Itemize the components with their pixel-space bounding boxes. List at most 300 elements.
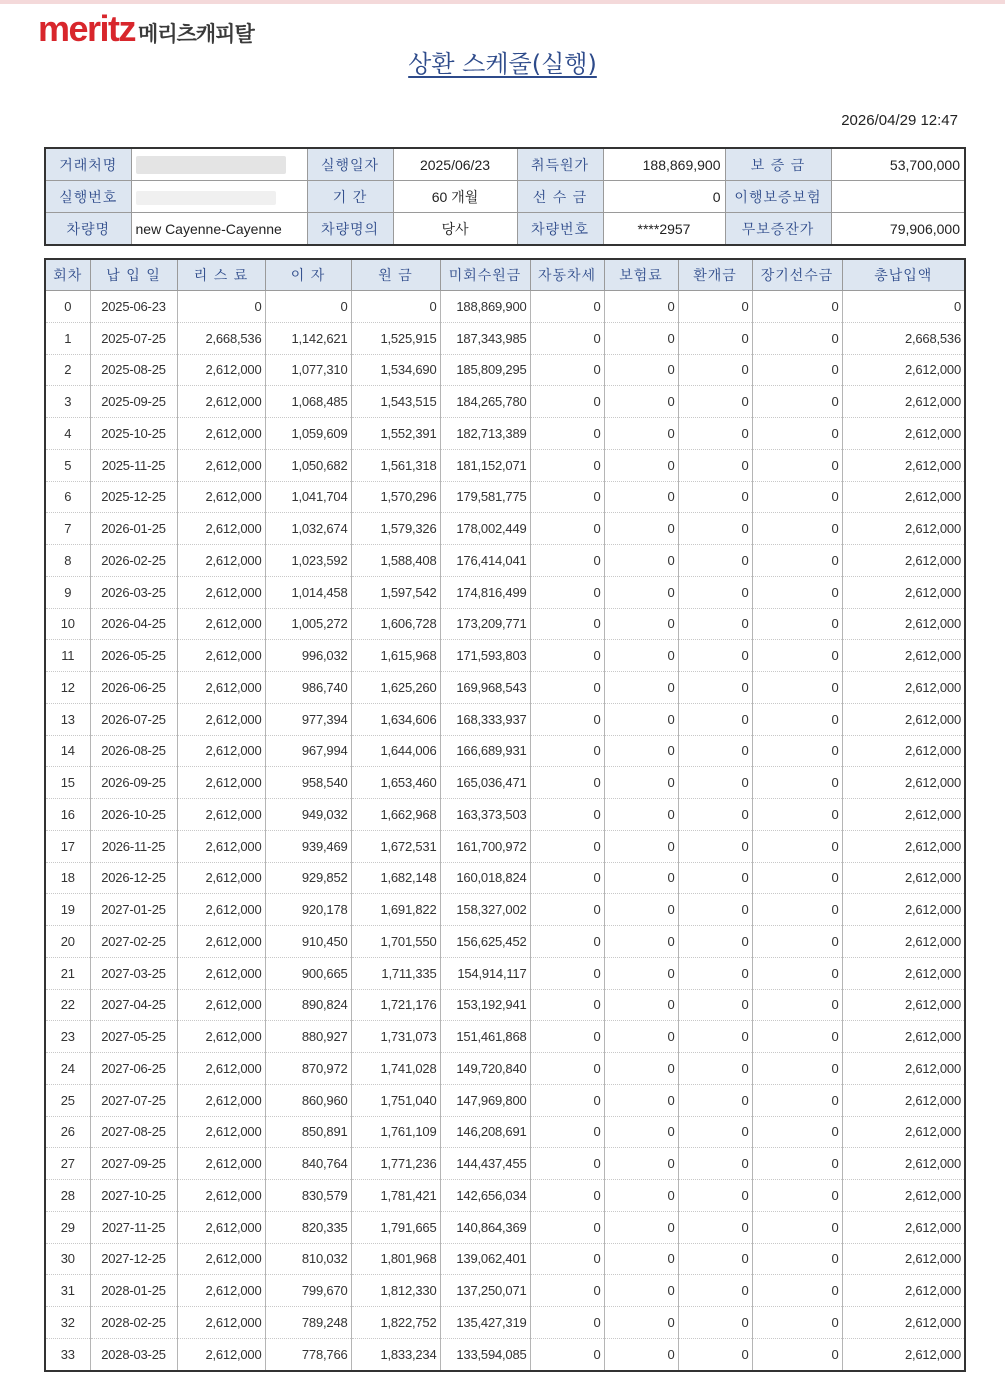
cell-refund: 0 xyxy=(678,608,752,640)
cell-pay-date: 2026-05-25 xyxy=(90,640,177,672)
cell-total-paid: 2,612,000 xyxy=(842,1116,965,1148)
schedule-row xyxy=(45,513,965,545)
cell-interest: 996,032 xyxy=(265,640,351,672)
cell-round: 5 xyxy=(45,449,90,481)
cell-car-tax: 0 xyxy=(530,1211,604,1243)
cell-insurance: 0 xyxy=(604,322,678,354)
cell-round: 30 xyxy=(45,1243,90,1275)
cell-principal: 1,634,606 xyxy=(351,703,440,735)
cell-total-paid: 2,612,000 xyxy=(842,1275,965,1307)
cell-refund: 0 xyxy=(678,449,752,481)
cell-pay-date: 2027-08-25 xyxy=(90,1116,177,1148)
cell-refund: 0 xyxy=(678,989,752,1021)
cell-interest: 830,579 xyxy=(265,1180,351,1212)
cell-lease-fee: 2,612,000 xyxy=(177,799,265,831)
schedule-row xyxy=(45,576,965,608)
cell-interest: 778,766 xyxy=(265,1338,351,1370)
cell-car-tax: 0 xyxy=(530,322,604,354)
cell-car-tax: 0 xyxy=(530,1243,604,1275)
cell-insurance: 0 xyxy=(604,354,678,386)
schedule-row xyxy=(45,989,965,1021)
cell-round: 17 xyxy=(45,830,90,862)
cell-refund: 0 xyxy=(678,1307,752,1339)
cell-insurance: 0 xyxy=(604,1053,678,1085)
cell-round: 15 xyxy=(45,767,90,799)
cell-refund: 0 xyxy=(678,1084,752,1116)
cell-long-advance: 0 xyxy=(752,799,842,831)
cell-lease-fee: 2,612,000 xyxy=(177,672,265,704)
cell-long-advance: 0 xyxy=(752,481,842,513)
schedule-body xyxy=(45,291,965,1371)
cell-insurance: 0 xyxy=(604,640,678,672)
cell-principal: 1,761,109 xyxy=(351,1116,440,1148)
cell-car-tax: 0 xyxy=(530,830,604,862)
cell-insurance: 0 xyxy=(604,418,678,450)
cell-principal: 1,597,542 xyxy=(351,576,440,608)
cell-long-advance: 0 xyxy=(752,1180,842,1212)
cell-refund: 0 xyxy=(678,1180,752,1212)
cell-lease-fee: 2,612,000 xyxy=(177,513,265,545)
cell-insurance: 0 xyxy=(604,1021,678,1053)
cell-total-paid: 2,612,000 xyxy=(842,1053,965,1085)
cell-outstanding: 181,152,071 xyxy=(440,449,530,481)
cell-principal: 1,543,515 xyxy=(351,386,440,418)
cell-car-tax: 0 xyxy=(530,386,604,418)
cell-insurance: 0 xyxy=(604,386,678,418)
cell-round: 0 xyxy=(45,291,90,323)
cell-pay-date: 2027-04-25 xyxy=(90,989,177,1021)
cell-lease-fee: 2,612,000 xyxy=(177,1211,265,1243)
cell-total-paid: 2,612,000 xyxy=(842,703,965,735)
cell-pay-date: 2027-11-25 xyxy=(90,1211,177,1243)
schedule-row xyxy=(45,1084,965,1116)
car-owner-label: 차량명의 xyxy=(307,213,393,246)
schedule-row xyxy=(45,640,965,672)
cell-round: 22 xyxy=(45,989,90,1021)
cell-total-paid: 2,612,000 xyxy=(842,576,965,608)
cell-total-paid: 2,612,000 xyxy=(842,862,965,894)
cell-interest: 1,059,609 xyxy=(265,418,351,450)
cell-refund: 0 xyxy=(678,1021,752,1053)
exec-no-label: 실행번호 xyxy=(45,181,131,213)
cell-lease-fee: 2,612,000 xyxy=(177,1084,265,1116)
cell-long-advance: 0 xyxy=(752,894,842,926)
cell-lease-fee: 2,612,000 xyxy=(177,608,265,640)
cell-car-tax: 0 xyxy=(530,1148,604,1180)
guarantee-insurance-value xyxy=(831,181,965,213)
cell-refund: 0 xyxy=(678,1211,752,1243)
cell-principal: 1,781,421 xyxy=(351,1180,440,1212)
col-header-outstanding: 미회수원금 xyxy=(440,259,530,291)
cell-long-advance: 0 xyxy=(752,1021,842,1053)
cell-pay-date: 2028-01-25 xyxy=(90,1275,177,1307)
cell-interest: 1,041,704 xyxy=(265,481,351,513)
cell-round: 6 xyxy=(45,481,90,513)
cell-outstanding: 142,656,034 xyxy=(440,1180,530,1212)
cell-outstanding: 173,209,771 xyxy=(440,608,530,640)
schedule-row xyxy=(45,926,965,958)
cell-round: 7 xyxy=(45,513,90,545)
cell-round: 33 xyxy=(45,1338,90,1370)
cell-car-tax: 0 xyxy=(530,672,604,704)
residual-label: 무보증잔가 xyxy=(725,213,831,246)
cell-refund: 0 xyxy=(678,1275,752,1307)
cell-long-advance: 0 xyxy=(752,386,842,418)
cell-insurance: 0 xyxy=(604,513,678,545)
cell-long-advance: 0 xyxy=(752,1084,842,1116)
cell-lease-fee: 2,612,000 xyxy=(177,1021,265,1053)
cell-pay-date: 2028-03-25 xyxy=(90,1338,177,1370)
cell-long-advance: 0 xyxy=(752,354,842,386)
cell-total-paid: 2,612,000 xyxy=(842,1180,965,1212)
cell-round: 9 xyxy=(45,576,90,608)
cell-refund: 0 xyxy=(678,862,752,894)
cell-long-advance: 0 xyxy=(752,830,842,862)
cell-lease-fee: 2,612,000 xyxy=(177,989,265,1021)
cell-outstanding: 146,208,691 xyxy=(440,1116,530,1148)
cell-long-advance: 0 xyxy=(752,989,842,1021)
cell-round: 28 xyxy=(45,1180,90,1212)
cell-outstanding: 154,914,117 xyxy=(440,957,530,989)
info-row-1 xyxy=(45,148,965,181)
cell-principal: 1,721,176 xyxy=(351,989,440,1021)
cell-long-advance: 0 xyxy=(752,1148,842,1180)
cell-long-advance: 0 xyxy=(752,513,842,545)
client-label: 거래처명 xyxy=(45,148,131,181)
deposit-value: 53,700,000 xyxy=(831,148,965,181)
cell-pay-date: 2027-09-25 xyxy=(90,1148,177,1180)
schedule-row xyxy=(45,862,965,894)
cell-insurance: 0 xyxy=(604,957,678,989)
cell-principal: 1,812,330 xyxy=(351,1275,440,1307)
schedule-row xyxy=(45,1275,965,1307)
cell-car-tax: 0 xyxy=(530,291,604,323)
cell-insurance: 0 xyxy=(604,894,678,926)
cell-lease-fee: 2,612,000 xyxy=(177,640,265,672)
cell-outstanding: 147,969,800 xyxy=(440,1084,530,1116)
cell-car-tax: 0 xyxy=(530,799,604,831)
cell-interest: 967,994 xyxy=(265,735,351,767)
cell-lease-fee: 2,612,000 xyxy=(177,481,265,513)
cell-principal: 1,751,040 xyxy=(351,1084,440,1116)
info-row-3 xyxy=(45,213,965,246)
cell-car-tax: 0 xyxy=(530,1053,604,1085)
cell-pay-date: 2025-08-25 xyxy=(90,354,177,386)
cell-car-tax: 0 xyxy=(530,1021,604,1053)
col-header-principal: 원 금 xyxy=(351,259,440,291)
cell-refund: 0 xyxy=(678,672,752,704)
cell-outstanding: 179,581,775 xyxy=(440,481,530,513)
cell-interest: 977,394 xyxy=(265,703,351,735)
cell-round: 8 xyxy=(45,545,90,577)
cell-round: 13 xyxy=(45,703,90,735)
cell-principal: 1,534,690 xyxy=(351,354,440,386)
cell-lease-fee: 2,612,000 xyxy=(177,767,265,799)
schedule-row xyxy=(45,1338,965,1370)
schedule-row xyxy=(45,545,965,577)
cell-pay-date: 2026-12-25 xyxy=(90,862,177,894)
cell-interest: 799,670 xyxy=(265,1275,351,1307)
cell-outstanding: 153,192,941 xyxy=(440,989,530,1021)
cell-round: 31 xyxy=(45,1275,90,1307)
cell-insurance: 0 xyxy=(604,1180,678,1212)
cell-principal: 1,741,028 xyxy=(351,1053,440,1085)
cell-pay-date: 2026-10-25 xyxy=(90,799,177,831)
cell-outstanding: 149,720,840 xyxy=(440,1053,530,1085)
cell-refund: 0 xyxy=(678,481,752,513)
cell-car-tax: 0 xyxy=(530,608,604,640)
cell-interest: 920,178 xyxy=(265,894,351,926)
cell-car-tax: 0 xyxy=(530,1338,604,1370)
cell-lease-fee: 2,612,000 xyxy=(177,703,265,735)
cell-round: 14 xyxy=(45,735,90,767)
cell-insurance: 0 xyxy=(604,735,678,767)
cell-total-paid: 2,612,000 xyxy=(842,418,965,450)
schedule-row xyxy=(45,481,965,513)
cell-refund: 0 xyxy=(678,894,752,926)
cell-refund: 0 xyxy=(678,703,752,735)
cell-round: 2 xyxy=(45,354,90,386)
cell-car-tax: 0 xyxy=(530,767,604,799)
cell-round: 25 xyxy=(45,1084,90,1116)
cell-round: 4 xyxy=(45,418,90,450)
car-owner-value: 당사 xyxy=(393,213,517,246)
cell-refund: 0 xyxy=(678,513,752,545)
cell-total-paid: 2,612,000 xyxy=(842,830,965,862)
cell-total-paid: 2,612,000 xyxy=(842,735,965,767)
schedule-row xyxy=(45,1021,965,1053)
cell-total-paid: 2,612,000 xyxy=(842,894,965,926)
cell-lease-fee: 2,612,000 xyxy=(177,926,265,958)
cell-car-tax: 0 xyxy=(530,1084,604,1116)
cell-insurance: 0 xyxy=(604,862,678,894)
cell-pay-date: 2027-07-25 xyxy=(90,1084,177,1116)
cell-car-tax: 0 xyxy=(530,513,604,545)
cell-interest: 958,540 xyxy=(265,767,351,799)
cell-pay-date: 2027-06-25 xyxy=(90,1053,177,1085)
cell-total-paid: 2,612,000 xyxy=(842,672,965,704)
cell-total-paid: 2,612,000 xyxy=(842,767,965,799)
cell-round: 20 xyxy=(45,926,90,958)
cell-round: 24 xyxy=(45,1053,90,1085)
cell-insurance: 0 xyxy=(604,926,678,958)
cell-long-advance: 0 xyxy=(752,640,842,672)
cell-principal: 1,672,531 xyxy=(351,830,440,862)
cell-refund: 0 xyxy=(678,640,752,672)
schedule-row xyxy=(45,703,965,735)
cell-principal: 1,561,318 xyxy=(351,449,440,481)
schedule-row xyxy=(45,957,965,989)
cell-pay-date: 2025-11-25 xyxy=(90,449,177,481)
cell-outstanding: 140,864,369 xyxy=(440,1211,530,1243)
cell-pay-date: 2026-02-25 xyxy=(90,545,177,577)
schedule-row xyxy=(45,1307,965,1339)
cell-interest: 1,005,272 xyxy=(265,608,351,640)
cell-interest: 789,248 xyxy=(265,1307,351,1339)
cell-refund: 0 xyxy=(678,576,752,608)
cell-outstanding: 151,461,868 xyxy=(440,1021,530,1053)
cell-lease-fee: 2,612,000 xyxy=(177,1243,265,1275)
cell-total-paid: 2,612,000 xyxy=(842,608,965,640)
cell-total-paid: 2,612,000 xyxy=(842,1243,965,1275)
cell-outstanding: 165,036,471 xyxy=(440,767,530,799)
col-header-round: 회차 xyxy=(45,259,90,291)
cell-car-tax: 0 xyxy=(530,449,604,481)
schedule-row xyxy=(45,608,965,640)
cell-car-tax: 0 xyxy=(530,354,604,386)
cell-total-paid: 0 xyxy=(842,291,965,323)
cell-outstanding: 184,265,780 xyxy=(440,386,530,418)
cell-pay-date: 2026-01-25 xyxy=(90,513,177,545)
cell-principal: 1,701,550 xyxy=(351,926,440,958)
acq-price-label: 취득원가 xyxy=(517,148,603,181)
cell-long-advance: 0 xyxy=(752,576,842,608)
cell-total-paid: 2,612,000 xyxy=(842,513,965,545)
cell-refund: 0 xyxy=(678,1148,752,1180)
cell-principal: 1,801,968 xyxy=(351,1243,440,1275)
cell-insurance: 0 xyxy=(604,481,678,513)
cell-total-paid: 2,612,000 xyxy=(842,354,965,386)
schedule-row xyxy=(45,1053,965,1085)
cell-refund: 0 xyxy=(678,1053,752,1085)
car-no-value: ****2957 xyxy=(603,213,725,246)
cell-lease-fee: 2,612,000 xyxy=(177,862,265,894)
cell-long-advance: 0 xyxy=(752,322,842,354)
cell-car-tax: 0 xyxy=(530,957,604,989)
cell-pay-date: 2026-11-25 xyxy=(90,830,177,862)
logo-korean-name: 메리츠캐피탈 xyxy=(138,22,254,46)
col-header-pay-date: 납 입 일 xyxy=(90,259,177,291)
cell-refund: 0 xyxy=(678,354,752,386)
advance-label: 선 수 금 xyxy=(517,181,603,213)
cell-pay-date: 2026-04-25 xyxy=(90,608,177,640)
cell-round: 11 xyxy=(45,640,90,672)
cell-interest: 929,852 xyxy=(265,862,351,894)
cell-long-advance: 0 xyxy=(752,703,842,735)
cell-pay-date: 2027-12-25 xyxy=(90,1243,177,1275)
cell-outstanding: 178,002,449 xyxy=(440,513,530,545)
cell-outstanding: 168,333,937 xyxy=(440,703,530,735)
cell-insurance: 0 xyxy=(604,830,678,862)
cell-car-tax: 0 xyxy=(530,926,604,958)
cell-insurance: 0 xyxy=(604,449,678,481)
cell-outstanding: 166,689,931 xyxy=(440,735,530,767)
schedule-row xyxy=(45,1180,965,1212)
cell-total-paid: 2,612,000 xyxy=(842,1211,965,1243)
cell-principal: 1,822,752 xyxy=(351,1307,440,1339)
cell-total-paid: 2,612,000 xyxy=(842,1338,965,1370)
advance-value: 0 xyxy=(603,181,725,213)
cell-lease-fee: 2,612,000 xyxy=(177,1116,265,1148)
schedule-row xyxy=(45,1148,965,1180)
cell-outstanding: 144,437,455 xyxy=(440,1148,530,1180)
cell-car-tax: 0 xyxy=(530,894,604,926)
cell-refund: 0 xyxy=(678,322,752,354)
cell-lease-fee: 2,668,536 xyxy=(177,322,265,354)
cell-lease-fee: 2,612,000 xyxy=(177,418,265,450)
cell-pay-date: 2026-06-25 xyxy=(90,672,177,704)
cell-interest: 1,077,310 xyxy=(265,354,351,386)
cell-outstanding: 156,625,452 xyxy=(440,926,530,958)
cell-principal: 1,771,236 xyxy=(351,1148,440,1180)
cell-total-paid: 2,612,000 xyxy=(842,1307,965,1339)
cell-pay-date: 2027-03-25 xyxy=(90,957,177,989)
logo-wordmark: meritz xyxy=(38,8,136,49)
col-header-insurance: 보험료 xyxy=(604,259,678,291)
cell-principal: 1,791,665 xyxy=(351,1211,440,1243)
cell-car-tax: 0 xyxy=(530,1307,604,1339)
cell-refund: 0 xyxy=(678,767,752,799)
cell-refund: 0 xyxy=(678,1243,752,1275)
cell-long-advance: 0 xyxy=(752,1211,842,1243)
cell-total-paid: 2,612,000 xyxy=(842,545,965,577)
cell-long-advance: 0 xyxy=(752,291,842,323)
cell-long-advance: 0 xyxy=(752,1338,842,1370)
cell-interest: 820,335 xyxy=(265,1211,351,1243)
cell-interest: 1,050,682 xyxy=(265,449,351,481)
cell-round: 29 xyxy=(45,1211,90,1243)
cell-long-advance: 0 xyxy=(752,1243,842,1275)
cell-total-paid: 2,612,000 xyxy=(842,1084,965,1116)
cell-principal: 1,525,915 xyxy=(351,322,440,354)
cell-insurance: 0 xyxy=(604,1116,678,1148)
cell-pay-date: 2025-10-25 xyxy=(90,418,177,450)
col-header-interest: 이 자 xyxy=(265,259,351,291)
contract-info-table xyxy=(44,147,966,246)
cell-lease-fee: 2,612,000 xyxy=(177,1148,265,1180)
exec-date-label: 실행일자 xyxy=(307,148,393,181)
cell-insurance: 0 xyxy=(604,576,678,608)
cell-interest: 1,032,674 xyxy=(265,513,351,545)
redacted-block xyxy=(136,156,286,174)
cell-insurance: 0 xyxy=(604,545,678,577)
cell-interest: 890,824 xyxy=(265,989,351,1021)
cell-lease-fee: 2,612,000 xyxy=(177,1338,265,1370)
cell-outstanding: 182,713,389 xyxy=(440,418,530,450)
cell-outstanding: 139,062,401 xyxy=(440,1243,530,1275)
cell-principal: 1,588,408 xyxy=(351,545,440,577)
cell-principal: 1,625,260 xyxy=(351,672,440,704)
cell-round: 10 xyxy=(45,608,90,640)
cell-total-paid: 2,612,000 xyxy=(842,1021,965,1053)
cell-long-advance: 0 xyxy=(752,672,842,704)
cell-car-tax: 0 xyxy=(530,703,604,735)
cell-refund: 0 xyxy=(678,291,752,323)
cell-insurance: 0 xyxy=(604,291,678,323)
cell-long-advance: 0 xyxy=(752,418,842,450)
cell-outstanding: 160,018,824 xyxy=(440,862,530,894)
cell-principal: 1,552,391 xyxy=(351,418,440,450)
cell-interest: 910,450 xyxy=(265,926,351,958)
cell-insurance: 0 xyxy=(604,1084,678,1116)
col-header-total-paid: 총납입액 xyxy=(842,259,965,291)
cell-long-advance: 0 xyxy=(752,1307,842,1339)
car-name-label: 차량명 xyxy=(45,213,131,246)
cell-outstanding: 161,700,972 xyxy=(440,830,530,862)
cell-interest: 840,764 xyxy=(265,1148,351,1180)
cell-outstanding: 169,968,543 xyxy=(440,672,530,704)
cell-lease-fee: 2,612,000 xyxy=(177,1307,265,1339)
cell-round: 16 xyxy=(45,799,90,831)
cell-refund: 0 xyxy=(678,418,752,450)
cell-long-advance: 0 xyxy=(752,1053,842,1085)
cell-lease-fee: 2,612,000 xyxy=(177,386,265,418)
client-value xyxy=(131,148,307,181)
cell-round: 21 xyxy=(45,957,90,989)
car-name-value: new Cayenne-Cayenne xyxy=(131,213,307,246)
schedule-row xyxy=(45,735,965,767)
cell-principal: 1,615,968 xyxy=(351,640,440,672)
